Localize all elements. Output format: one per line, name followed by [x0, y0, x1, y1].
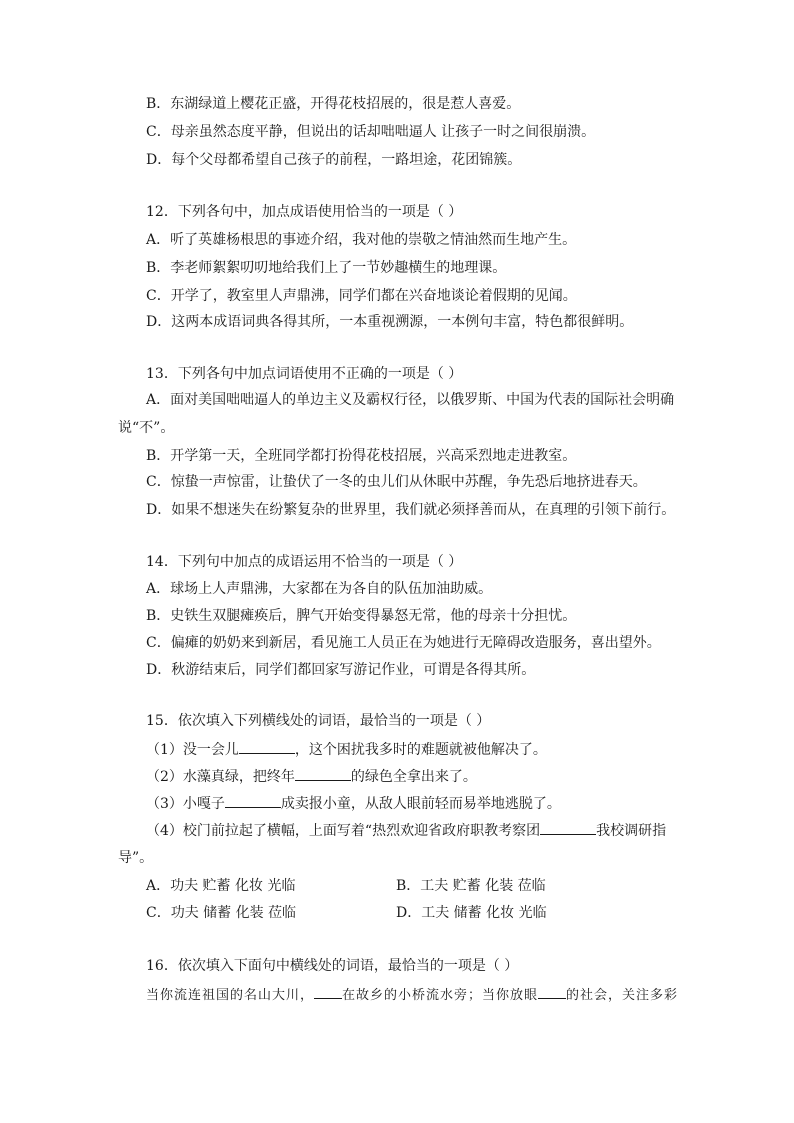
q15-s1-suffix: ，这个困扰我多时的难题就被他解决了。: [294, 742, 547, 758]
q12-option-c: C．开学了，教室里人声鼎沸，同学们都在兴奋地谈论着假期的见闻。: [146, 288, 577, 304]
question-13-stem: 13．下列各句中加点词语使用不正确的一项是（ ）: [146, 366, 463, 382]
option-d: D．每个父母都希望自己孩子的前程，一路坦途，花团锦簇。: [146, 152, 522, 168]
fill-blank: [540, 820, 596, 835]
fill-blank: [239, 739, 295, 754]
q13-option-d: D．如果不想迷失在纷繁复杂的世界里，我们就必须择善而从，在真理的引领下前行。: [146, 502, 676, 518]
q15-sentence-3: [146, 793, 561, 814]
option-b: B．东湖绿道上樱花正盛，开得花枝招展的，很是惹人喜爱。: [146, 96, 521, 112]
q12-option-a: A．听了英雄杨根思的事迹介绍，我对他的崇敬之情油然而生地产生。: [146, 232, 577, 248]
question-16-stem: 16．依次填入下面句中横线处的词语，最恰当的一项是（ ）: [146, 958, 519, 974]
q15-sentence-2: [146, 766, 477, 787]
q15-sentence-4: [146, 820, 666, 841]
q13-option-c: C．惊蛰一声惊雷，让蛰伏了一冬的虫儿们从休眠中苏醒，争先恐后地挤进春天。: [146, 474, 647, 490]
question-12-stem: 12．下列各句中，加点成语使用恰当的一项是（ ）: [146, 204, 463, 220]
q16-passage: [146, 984, 678, 1006]
q13-option-b: B．开学第一天，全班同学都打扮得花枝招展，兴高采烈地走进教室。: [146, 448, 577, 464]
fill-blank: [538, 984, 566, 999]
q15-option-c: C．功夫 储蓄 化装 莅临: [146, 905, 297, 921]
q15-s4-suffix: 我校调研指: [596, 823, 667, 839]
q12-option-b: B．李老师絮絮叨叨地给我们上了一节妙趣横生的地理课。: [146, 260, 507, 276]
question-14-stem: 14．下列句中加点的成语运用不恰当的一项是（ ）: [146, 554, 463, 570]
q13-option-a-line2: 说“不”。: [118, 420, 175, 436]
q16-text-3: 的社会，关注多彩: [566, 988, 679, 1003]
q12-option-d: D．这两本成语词典各得其所，一本重视溯源，一本例句丰富，特色都很鲜明。: [146, 314, 634, 330]
q16-text-1: 当你流连祖国的名山大川，: [146, 988, 315, 1003]
q15-option-d: D．工夫 储蓄 化妆 光临: [396, 905, 547, 921]
q15-option-a: A．功夫 贮蓄 化妆 光临: [146, 878, 296, 894]
q14-option-a: A．球场上人声鼎沸，大家都在为各自的队伍加油助威。: [146, 581, 493, 597]
q13-option-a-line1: A．面对美国咄咄逼人的单边主义及霸权行径，以俄罗斯、中国为代表的国际社会明确: [146, 392, 675, 408]
q15-s3-suffix: 成卖报小童，从敌人眼前轻而易举地逃脱了。: [280, 796, 561, 812]
q14-option-c: C．偏瘫的奶奶来到新居，看见施工人员正在为她进行无障碍改造服务，喜出望外。: [146, 635, 661, 651]
question-15-stem: 15．依次填入下列横线处的词语，最恰当的一项是（ ）: [146, 713, 491, 729]
option-c: C．母亲虽然态度平静，但说出的话却咄咄逼人 让孩子一时之间很崩溃。: [146, 124, 596, 140]
fill-blank: [225, 793, 281, 808]
q15-s4-prefix: （4）校门前拉起了横幅，上面写着“热烈欢迎省政府职教考察团: [146, 823, 541, 839]
q15-s2-suffix: 的绿色全拿出来了。: [350, 769, 477, 785]
q15-option-b: B．工夫 贮蓄 化装 莅临: [396, 878, 546, 894]
q16-text-2: 在故乡的小桥流水旁；当你放眼: [342, 988, 539, 1003]
q15-s1-prefix: （1）没一会儿: [146, 742, 239, 758]
q15-sentence-1: [146, 739, 547, 760]
q15-sentence-4-line2: 导”。: [118, 850, 154, 866]
fill-blank: [314, 984, 342, 999]
q15-s3-prefix: （3）小嘎子: [146, 796, 225, 812]
fill-blank: [295, 766, 351, 781]
q14-option-d: D．秋游结束后，同学们都回家写游记作业，可谓是各得其所。: [146, 662, 536, 678]
q15-s2-prefix: （2）水藻真绿，把终年: [146, 769, 295, 785]
q14-option-b: B．史铁生双腿瘫痪后，脾气开始变得暴怒无常，他的母亲十分担忧。: [146, 608, 577, 624]
